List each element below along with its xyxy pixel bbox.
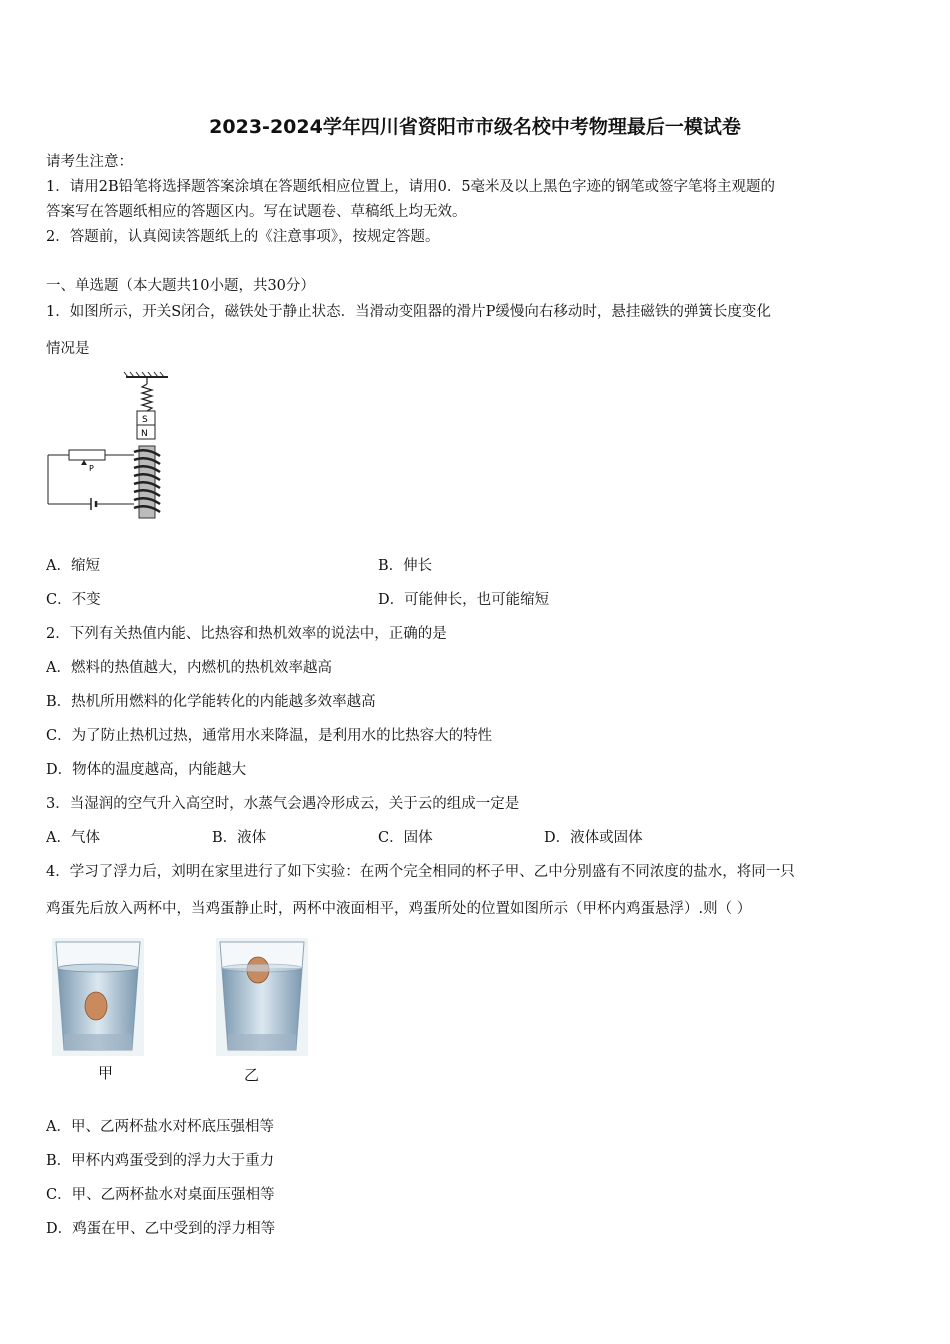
- q4-option-d[interactable]: D．鸡蛋在甲、乙中受到的浮力相等: [46, 1221, 276, 1237]
- q1-stem-line-1: 1．如图所示，开关S闭合，磁铁处于静止状态．当滑动变阻器的滑片P缓慢向右移动时，悬挂磁铁的弹簧长度变化: [46, 304, 771, 320]
- q2-option-c[interactable]: C．为了防止热机过热，通常用水来降温，是利用水的比热容大的特性: [46, 728, 493, 744]
- q1-option-c[interactable]: C．不变: [46, 592, 101, 608]
- q1-stem-line-2: 情况是: [46, 341, 90, 357]
- q1-circuit-figure: [44, 370, 176, 522]
- q3-option-a[interactable]: A．气体: [46, 830, 100, 846]
- q2-option-d[interactable]: D．物体的温度越高，内能越大: [46, 762, 247, 778]
- cup-jia-figure: [52, 938, 144, 1056]
- notice-item-1-line-1: 1．请用2B铅笔将选择题答案涂填在答题纸相应位置上，请用0．5毫米及以上黑色字迹的钢笔或签字笔将主观题的: [46, 179, 776, 195]
- q4-option-a[interactable]: A．甲、乙两杯盐水对杯底压强相等: [46, 1119, 274, 1135]
- cup-yi-figure: [216, 938, 308, 1056]
- magnet-n-label: N: [141, 429, 148, 439]
- q2-stem: 2．下列有关热值内能、比热容和热机效率的说法中，正确的是: [46, 626, 447, 642]
- q2-option-b[interactable]: B．热机所用燃料的化学能转化的内能越多效率越高: [46, 694, 376, 710]
- q1-option-a[interactable]: A．缩短: [46, 558, 100, 574]
- slider-p-label: P: [89, 464, 94, 473]
- cup-jia-label: 甲: [98, 1064, 114, 1082]
- notice-item-2: 2．答题前，认真阅读答题纸上的《注意事项》，按规定答题。: [46, 229, 440, 245]
- q4-option-b[interactable]: B．甲杯内鸡蛋受到的浮力大于重力: [46, 1153, 275, 1169]
- section-heading: 一、单选题（本大题共10小题，共30分）: [46, 278, 315, 294]
- q3-stem: 3．当湿润的空气升入高空时，水蒸气会遇冷形成云，关于云的组成一定是: [46, 796, 520, 812]
- q4-option-c[interactable]: C．甲、乙两杯盐水对桌面压强相等: [46, 1187, 275, 1203]
- q3-option-d[interactable]: D．液体或固体: [544, 830, 643, 846]
- q2-option-a[interactable]: A．燃料的热值越大，内燃机的热机效率越高: [46, 660, 332, 676]
- q1-option-d[interactable]: D．可能伸长，也可能缩短: [378, 592, 550, 608]
- notice-heading: 请考生注意：: [46, 154, 133, 170]
- q3-option-b[interactable]: B．液体: [212, 830, 267, 846]
- q3-option-c[interactable]: C．固体: [378, 830, 433, 846]
- q4-stem-line-1: 4．学习了浮力后，刘明在家里进行了如下实验：在两个完全相同的杯子甲、乙中分别盛有不同浓度的盐水，将同一只: [46, 864, 795, 880]
- magnet-s-label: S: [142, 415, 148, 425]
- page-title: 2023-2024学年四川省资阳市市级名校中考物理最后一模试卷: [209, 116, 741, 138]
- cup-yi-label: 乙: [244, 1066, 260, 1084]
- notice-item-1-line-2: 答案写在答题纸相应的答题区内。写在试题卷、草稿纸上均无效。: [46, 204, 467, 220]
- q1-option-b[interactable]: B．伸长: [378, 558, 433, 574]
- q4-stem-line-2: 鸡蛋先后放入两杯中，当鸡蛋静止时，两杯中液面相平，鸡蛋所处的位置如图所示（甲杯内鸡蛋悬浮）.则（ ）: [46, 901, 752, 917]
